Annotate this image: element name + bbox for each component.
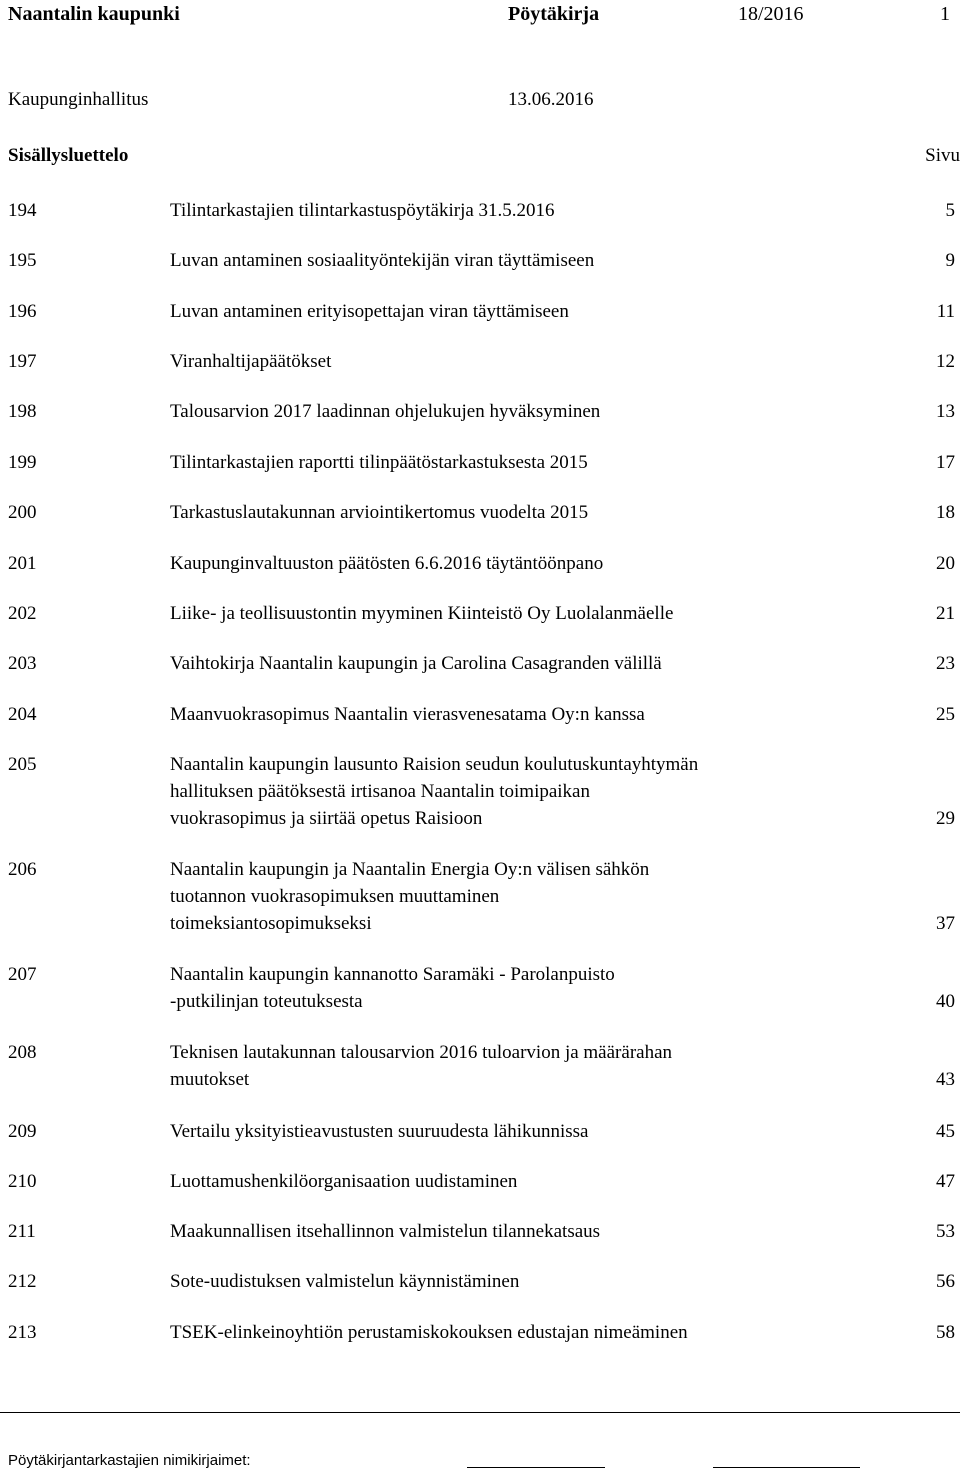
toc-item-number: 201 xyxy=(8,553,37,574)
toc-item-page: 9 xyxy=(945,250,955,271)
toc-item-title: Maakunnallisen itsehallinnon valmistelun tilannekatsaus xyxy=(170,1221,601,1242)
toc-item-number: 205 xyxy=(8,754,37,775)
toc-item-page: 21 xyxy=(936,603,955,624)
toc-item-page: 47 xyxy=(936,1171,955,1192)
footer-divider xyxy=(0,1412,960,1413)
toc-item-page: 23 xyxy=(936,653,955,674)
toc-item-page: 12 xyxy=(936,351,955,372)
toc-item-page: 18 xyxy=(936,502,955,523)
toc-item-title: Tilintarkastajien raportti tilinpäätöstarkastuksesta 2015 xyxy=(170,452,588,473)
toc-item-page: 45 xyxy=(936,1121,955,1142)
toc-item-page: 17 xyxy=(936,452,955,473)
toc-item-number: 196 xyxy=(8,301,37,322)
toc-item-title: Liike- ja teollisuustontin myyminen Kiinteistö Oy Luolalanmäelle xyxy=(170,603,674,624)
toc-item-number: 213 xyxy=(8,1322,37,1343)
toc-item-number: 202 xyxy=(8,603,37,624)
toc-item-title: Vertailu yksityistieavustusten suuruudesta lähikunnissa xyxy=(170,1121,589,1142)
toc-item-number: 208 xyxy=(8,1042,37,1063)
toc-item-page: 20 xyxy=(936,553,955,574)
toc-item-title: Luottamushenkilöorganisaation uudistaminen xyxy=(170,1171,518,1192)
document-number: 18/2016 xyxy=(738,3,804,25)
toc-item-title: Talousarvion 2017 laadinnan ohjelukujen hyväksyminen xyxy=(170,401,601,422)
toc-item-page: 29 xyxy=(936,808,955,829)
toc-item-number: 195 xyxy=(8,250,37,271)
toc-item-title: Tilintarkastajien tilintarkastuspöytäkirja 31.5.2016 xyxy=(170,200,555,221)
toc-item-number: 197 xyxy=(8,351,37,372)
toc-item-page: 5 xyxy=(945,200,955,221)
toc-item-page: 11 xyxy=(936,301,955,322)
toc-item-title: Teknisen lautakunnan talousarvion 2016 tuloarvion ja määrärahan muutokset xyxy=(170,1042,673,1090)
toc-item-number: 211 xyxy=(8,1221,36,1242)
toc-item-title: TSEK-elinkeinoyhtiön perustamiskokouksen edustajan nimeäminen xyxy=(170,1322,688,1343)
toc-item-page: 53 xyxy=(936,1221,955,1242)
toc-item-number: 198 xyxy=(8,401,37,422)
toc-item-page: 13 xyxy=(936,401,955,422)
document-type: Pöytäkirja xyxy=(508,3,600,25)
signature-line-1 xyxy=(467,1467,605,1468)
toc-item-number: 207 xyxy=(8,964,37,985)
toc-item-title: Naantalin kaupungin kannanotto Saramäki - Parolanpuisto -putkilinjan toteutuksesta xyxy=(170,964,615,1012)
toc-item-number: 200 xyxy=(8,502,37,523)
toc-item-title: Naantalin kaupungin lausunto Raision seudun koulutuskuntayhtymän hallituksen päätöksestä irtisanoa Naantalin toimipaikan vuokrasopimus ja siirtää opetus Raisioon xyxy=(170,754,699,829)
toc-item-number: 199 xyxy=(8,452,37,473)
organization-name: Naantalin kaupunki xyxy=(8,3,180,25)
toc-item-page: 56 xyxy=(936,1271,955,1292)
toc-item-title: Luvan antaminen sosiaalityöntekijän viran täyttämiseen xyxy=(170,250,595,271)
toc-item-page: 58 xyxy=(936,1322,955,1343)
page-number: 1 xyxy=(940,3,950,25)
toc-item-page: 43 xyxy=(936,1069,955,1090)
toc-item-title: Viranhaltijapäätökset xyxy=(170,351,332,372)
toc-item-number: 204 xyxy=(8,704,37,725)
toc-item-title: Luvan antaminen erityisopettajan viran täyttämiseen xyxy=(170,301,569,322)
signature-label: Pöytäkirjantarkastajien nimikirjaimet: xyxy=(8,1452,251,1469)
toc-item-number: 206 xyxy=(8,859,37,880)
meeting-date: 13.06.2016 xyxy=(508,89,594,110)
toc-item-page: 25 xyxy=(936,704,955,725)
governing-body: Kaupunginhallitus xyxy=(8,89,149,110)
toc-item-page: 37 xyxy=(936,913,955,934)
toc-item-number: 210 xyxy=(8,1171,37,1192)
toc-item-page: 40 xyxy=(936,991,955,1012)
toc-page-heading: Sivu xyxy=(925,145,960,166)
signature-line-2 xyxy=(713,1467,860,1468)
toc-item-title: Tarkastuslautakunnan arviointikertomus vuodelta 2015 xyxy=(170,502,589,523)
toc-item-number: 209 xyxy=(8,1121,37,1142)
toc-item-title: Vaihtokirja Naantalin kaupungin ja Carolina Casagranden välillä xyxy=(170,653,662,674)
toc-title: Sisällysluettelo xyxy=(8,145,129,166)
toc-item-number: 194 xyxy=(8,200,37,221)
toc-item-number: 203 xyxy=(8,653,37,674)
toc-item-number: 212 xyxy=(8,1271,37,1292)
toc-item-title: Naantalin kaupungin ja Naantalin Energia Oy:n välisen sähkön tuotannon vuokrasopimuksen muuttaminen toimeksiantosopimukseksi xyxy=(170,859,650,934)
toc-item-title: Sote-uudistuksen valmistelun käynnistäminen xyxy=(170,1271,520,1292)
toc-item-title: Kaupunginvaltuuston päätösten 6.6.2016 täytäntöönpano xyxy=(170,553,604,574)
toc-item-title: Maanvuokrasopimus Naantalin vierasvenesatama Oy:n kanssa xyxy=(170,704,645,725)
